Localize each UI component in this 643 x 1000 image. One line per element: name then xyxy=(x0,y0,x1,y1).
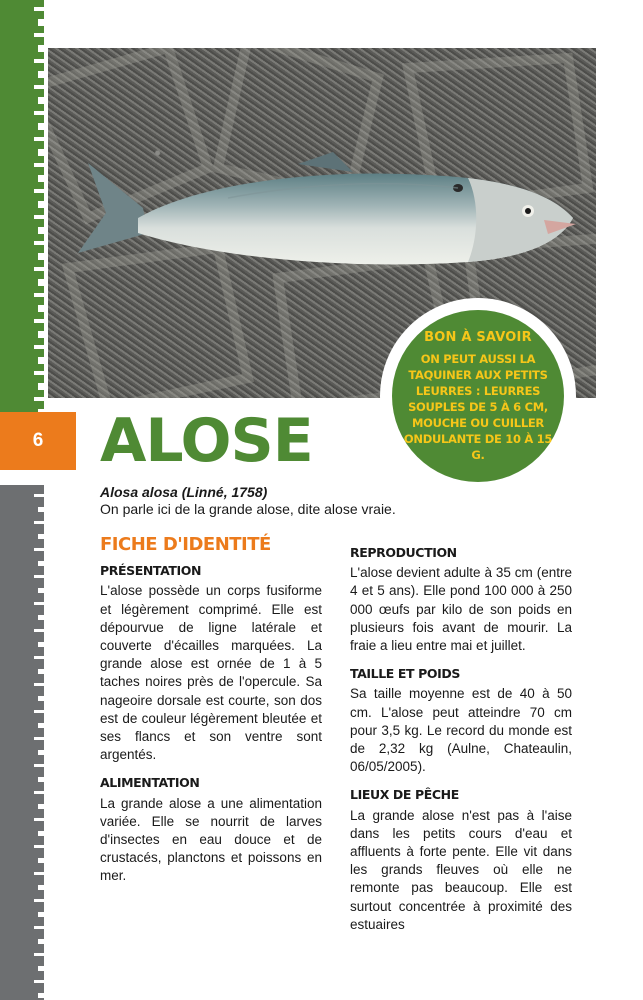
taille-text: Sa taille moyenne est de 40 à 50 cm. L'alose peut atteindre 70 cm pour 3,5 kg. Le record du monde est de 2,32 kg (Aulne, Chateaulin, 06/05/2005). xyxy=(350,686,572,775)
presentation-text: L'alose possède un corps fusiforme et légèrement comprimé. Elle est dépourvue de ligne latérale et couverte d'écailles marquées. La grande alose est ornée de 1 à 5 taches noires près de l'opercule. Sa nageoire dorsale est courte, son dos est de couleur légèrement bleutée et ses flancs et son ventre sont argentés. xyxy=(100,583,322,763)
reproduction-text: L'alose devient adulte à 35 cm (entre 4 et 5 ans). Elle pond 100 000 à 250 000 œufs par kilo de son poids en plusieurs fois avant de mourir. La fraie a lieu entre mai et juillet. xyxy=(350,565,572,654)
right-column xyxy=(350,544,572,944)
page-number: 6 xyxy=(32,430,44,451)
lieux-heading: LIEUX DE PÊCHE xyxy=(350,787,459,803)
species-title: ALOSE xyxy=(100,406,313,476)
alimentation-text: La grande alose a une alimentation variée. Elle se nourrit de larves d'insectes en eau douce et de crustacés, planctons et poissons en mer. xyxy=(100,795,322,884)
left-green-band xyxy=(0,0,38,412)
taille-heading: TAILLE ET POIDS xyxy=(350,666,460,682)
lieux-text: La grande alose n'est pas à l'aise dans les petits cours d'eau et affluents à forte pente. Elle vit dans les grands fleuves où elle ne remonte pas beaucoup. Elle est surtout concentrée à proximité des estuaires xyxy=(350,807,572,932)
section-title: FICHE D'IDENTITÉ xyxy=(100,534,271,555)
page-number-tab xyxy=(0,412,76,470)
alimentation-heading: ALIMENTATION xyxy=(100,775,200,791)
tip-badge-inner xyxy=(392,310,564,482)
presentation-heading: PRÉSENTATION xyxy=(100,563,202,579)
scientific-name: Alosa alosa (Linné, 1758) xyxy=(100,484,268,500)
tip-badge-text: ON PEUT AUSSI LA TAQUINER AUX PETITS LEURRES : LEURRES SOUPLES DE 5 À 6 CM, MOUCHE OU CUILLER ONDULANTE DE 10 À 15 G. xyxy=(403,351,553,462)
tip-badge xyxy=(380,298,576,494)
left-grey-band xyxy=(0,485,38,1000)
tip-badge-title: BON À SAVOIR xyxy=(424,329,532,345)
reproduction-heading: REPRODUCTION xyxy=(350,545,457,560)
intro-text: On parle ici de la grande alose, dite alose vraie. xyxy=(100,501,396,517)
left-column xyxy=(100,536,322,896)
